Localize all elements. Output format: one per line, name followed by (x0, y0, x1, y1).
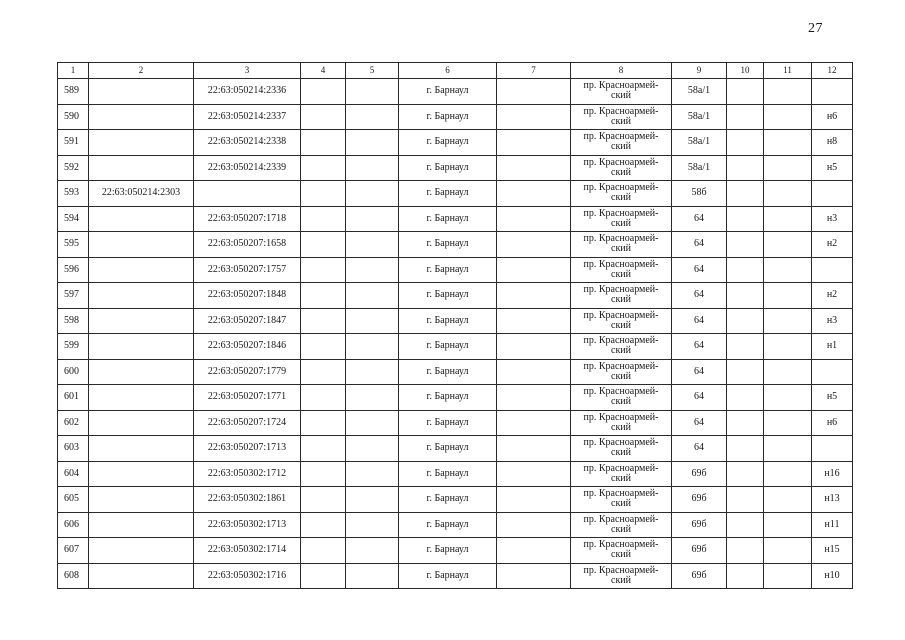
cell-col-1: 607 (58, 538, 89, 564)
cell-col-3: 22:63:050302:1861 (194, 487, 301, 513)
cell-col-2: 22:63:050214:2303 (89, 181, 194, 207)
table-row (58, 563, 853, 589)
cell-col-2 (89, 538, 194, 564)
column-header-12: 12 (812, 63, 853, 79)
cell-col-12: н3 (812, 308, 853, 334)
cell-col-1: 605 (58, 487, 89, 513)
cell-col-3: 22:63:050214:2339 (194, 155, 301, 181)
cell-col-5 (346, 538, 399, 564)
cell-col-6: г. Барнаул (399, 257, 497, 283)
cell-col-9: 58а/1 (672, 130, 727, 156)
cell-col-9: 58а/1 (672, 104, 727, 130)
cell-col-1: 606 (58, 512, 89, 538)
cell-col-11 (764, 385, 812, 411)
cell-col-9: 58а/1 (672, 79, 727, 105)
cell-col-12: н2 (812, 283, 853, 309)
cell-col-2 (89, 206, 194, 232)
cell-col-7 (497, 538, 571, 564)
cell-col-7 (497, 334, 571, 360)
cell-col-1: 595 (58, 232, 89, 258)
cell-col-5 (346, 257, 399, 283)
cell-col-1: 598 (58, 308, 89, 334)
cell-col-6: г. Барнаул (399, 410, 497, 436)
column-header-10: 10 (727, 63, 764, 79)
cell-col-9: 64 (672, 232, 727, 258)
cell-col-3: 22:63:050207:1713 (194, 436, 301, 462)
cell-col-8: пр. Красноармей- ский (571, 257, 672, 283)
cell-col-9: 64 (672, 359, 727, 385)
column-header-3: 3 (194, 63, 301, 79)
cell-col-9: 69б (672, 461, 727, 487)
cell-col-7 (497, 385, 571, 411)
cell-col-10 (727, 308, 764, 334)
cell-col-12 (812, 79, 853, 105)
table-row (58, 104, 853, 130)
cell-col-6: г. Барнаул (399, 308, 497, 334)
cell-col-3: 22:63:050207:1658 (194, 232, 301, 258)
cell-col-5 (346, 385, 399, 411)
cell-col-8: пр. Красноармей- ский (571, 283, 672, 309)
cell-col-2 (89, 155, 194, 181)
cell-col-7 (497, 512, 571, 538)
cell-col-8: пр. Красноармей- ский (571, 410, 672, 436)
cell-col-2 (89, 385, 194, 411)
cell-col-11 (764, 130, 812, 156)
table-row (58, 359, 853, 385)
cell-col-7 (497, 410, 571, 436)
header-row (58, 63, 853, 79)
cell-col-7 (497, 461, 571, 487)
cell-col-11 (764, 104, 812, 130)
cell-col-9: 64 (672, 436, 727, 462)
cell-col-6: г. Барнаул (399, 181, 497, 207)
cell-col-5 (346, 206, 399, 232)
cell-col-7 (497, 487, 571, 513)
cell-col-7 (497, 308, 571, 334)
cell-col-4 (301, 436, 346, 462)
cell-col-11 (764, 79, 812, 105)
cell-col-12: н8 (812, 130, 853, 156)
cell-col-10 (727, 563, 764, 589)
cell-col-10 (727, 232, 764, 258)
cell-col-5 (346, 104, 399, 130)
cell-col-1: 608 (58, 563, 89, 589)
table-row (58, 410, 853, 436)
cell-col-6: г. Барнаул (399, 104, 497, 130)
cell-col-2 (89, 308, 194, 334)
cell-col-5 (346, 79, 399, 105)
cell-col-12 (812, 359, 853, 385)
table-row (58, 385, 853, 411)
column-header-5: 5 (346, 63, 399, 79)
cell-col-1: 593 (58, 181, 89, 207)
cell-col-1: 594 (58, 206, 89, 232)
cell-col-10 (727, 512, 764, 538)
cell-col-2 (89, 232, 194, 258)
cell-col-2 (89, 334, 194, 360)
column-header-4: 4 (301, 63, 346, 79)
cell-col-8: пр. Красноармей- ский (571, 104, 672, 130)
cell-col-1: 602 (58, 410, 89, 436)
cell-col-5 (346, 283, 399, 309)
column-header-11: 11 (764, 63, 812, 79)
cell-col-10 (727, 206, 764, 232)
cell-col-8: пр. Красноармей- ский (571, 206, 672, 232)
cell-col-3: 22:63:050302:1713 (194, 512, 301, 538)
cell-col-10 (727, 104, 764, 130)
cell-col-11 (764, 512, 812, 538)
cell-col-9: 69б (672, 512, 727, 538)
cell-col-11 (764, 334, 812, 360)
cell-col-8: пр. Красноармей- ский (571, 487, 672, 513)
cell-col-2 (89, 79, 194, 105)
cell-col-3: 22:63:050207:1846 (194, 334, 301, 360)
cell-col-12: н2 (812, 232, 853, 258)
table-body (58, 79, 853, 589)
cell-col-4 (301, 385, 346, 411)
table-row (58, 538, 853, 564)
cell-col-11 (764, 410, 812, 436)
cell-col-11 (764, 308, 812, 334)
cell-col-9: 64 (672, 308, 727, 334)
cell-col-1: 597 (58, 283, 89, 309)
cell-col-9: 58а/1 (672, 155, 727, 181)
cell-col-6: г. Барнаул (399, 563, 497, 589)
cell-col-9: 64 (672, 410, 727, 436)
cell-col-2 (89, 130, 194, 156)
cell-col-3: 22:63:050214:2337 (194, 104, 301, 130)
cell-col-6: г. Барнаул (399, 155, 497, 181)
table-row (58, 130, 853, 156)
cell-col-1: 600 (58, 359, 89, 385)
cell-col-2 (89, 461, 194, 487)
cell-col-9: 64 (672, 283, 727, 309)
cell-col-12: н10 (812, 563, 853, 589)
table-row (58, 257, 853, 283)
cell-col-9: 64 (672, 385, 727, 411)
cell-col-10 (727, 181, 764, 207)
cell-col-5 (346, 436, 399, 462)
cell-col-8: пр. Красноармей- ский (571, 385, 672, 411)
cell-col-12: н15 (812, 538, 853, 564)
table-row (58, 436, 853, 462)
column-header-2: 2 (89, 63, 194, 79)
cell-col-7 (497, 232, 571, 258)
cell-col-4 (301, 461, 346, 487)
cell-col-5 (346, 512, 399, 538)
cell-col-4 (301, 283, 346, 309)
cell-col-6: г. Барнаул (399, 487, 497, 513)
cell-col-2 (89, 487, 194, 513)
cell-col-8: пр. Красноармей- ский (571, 308, 672, 334)
cell-col-10 (727, 538, 764, 564)
cell-col-1: 601 (58, 385, 89, 411)
cell-col-8: пр. Красноармей- ский (571, 232, 672, 258)
cell-col-3: 22:63:050207:1757 (194, 257, 301, 283)
cell-col-7 (497, 359, 571, 385)
cell-col-11 (764, 436, 812, 462)
cell-col-5 (346, 410, 399, 436)
table-row (58, 79, 853, 105)
cell-col-12 (812, 436, 853, 462)
cell-col-6: г. Барнаул (399, 130, 497, 156)
column-header-6: 6 (399, 63, 497, 79)
column-header-9: 9 (672, 63, 727, 79)
cell-col-11 (764, 232, 812, 258)
cell-col-3: 22:63:050302:1714 (194, 538, 301, 564)
table-header (58, 63, 853, 79)
cell-col-12 (812, 257, 853, 283)
cell-col-11 (764, 155, 812, 181)
cell-col-12: н1 (812, 334, 853, 360)
cell-col-10 (727, 385, 764, 411)
cell-col-6: г. Барнаул (399, 512, 497, 538)
registry-table (57, 62, 853, 589)
cell-col-8: пр. Красноармей- ский (571, 359, 672, 385)
cell-col-4 (301, 104, 346, 130)
cell-col-1: 604 (58, 461, 89, 487)
cell-col-5 (346, 563, 399, 589)
cell-col-11 (764, 283, 812, 309)
cell-col-10 (727, 487, 764, 513)
table-row (58, 232, 853, 258)
cell-col-5 (346, 487, 399, 513)
cell-col-5 (346, 130, 399, 156)
cell-col-9: 64 (672, 206, 727, 232)
table-row (58, 461, 853, 487)
cell-col-10 (727, 436, 764, 462)
cell-col-12: н3 (812, 206, 853, 232)
cell-col-3 (194, 181, 301, 207)
cell-col-3: 22:63:050207:1718 (194, 206, 301, 232)
column-header-8: 8 (571, 63, 672, 79)
cell-col-10 (727, 410, 764, 436)
cell-col-3: 22:63:050302:1712 (194, 461, 301, 487)
cell-col-4 (301, 487, 346, 513)
cell-col-1: 591 (58, 130, 89, 156)
cell-col-11 (764, 181, 812, 207)
cell-col-3: 22:63:050214:2338 (194, 130, 301, 156)
cell-col-2 (89, 436, 194, 462)
cell-col-2 (89, 257, 194, 283)
cell-col-5 (346, 232, 399, 258)
cell-col-4 (301, 563, 346, 589)
cell-col-6: г. Барнаул (399, 79, 497, 105)
cell-col-12: н6 (812, 410, 853, 436)
column-header-7: 7 (497, 63, 571, 79)
cell-col-11 (764, 461, 812, 487)
cell-col-10 (727, 283, 764, 309)
cell-col-6: г. Барнаул (399, 334, 497, 360)
cell-col-8: пр. Красноармей- ский (571, 563, 672, 589)
cell-col-7 (497, 181, 571, 207)
cell-col-7 (497, 257, 571, 283)
cell-col-6: г. Барнаул (399, 206, 497, 232)
cell-col-4 (301, 334, 346, 360)
cell-col-6: г. Барнаул (399, 538, 497, 564)
cell-col-7 (497, 79, 571, 105)
cell-col-9: 64 (672, 334, 727, 360)
cell-col-3: 22:63:050207:1771 (194, 385, 301, 411)
cell-col-8: пр. Красноармей- ский (571, 461, 672, 487)
cell-col-8: пр. Красноармей- ский (571, 155, 672, 181)
cell-col-1: 599 (58, 334, 89, 360)
cell-col-6: г. Барнаул (399, 359, 497, 385)
cell-col-3: 22:63:050302:1716 (194, 563, 301, 589)
table-row (58, 181, 853, 207)
cell-col-2 (89, 104, 194, 130)
cell-col-8: пр. Красноармей- ский (571, 130, 672, 156)
cell-col-2 (89, 563, 194, 589)
cell-col-4 (301, 155, 346, 181)
cell-col-2 (89, 283, 194, 309)
cell-col-2 (89, 359, 194, 385)
cell-col-11 (764, 487, 812, 513)
cell-col-1: 603 (58, 436, 89, 462)
cell-col-11 (764, 206, 812, 232)
cell-col-6: г. Барнаул (399, 232, 497, 258)
cell-col-11 (764, 538, 812, 564)
cell-col-10 (727, 461, 764, 487)
cell-col-4 (301, 308, 346, 334)
table-row (58, 487, 853, 513)
cell-col-10 (727, 334, 764, 360)
cell-col-7 (497, 436, 571, 462)
cell-col-2 (89, 410, 194, 436)
cell-col-4 (301, 232, 346, 258)
cell-col-11 (764, 359, 812, 385)
cell-col-5 (346, 155, 399, 181)
cell-col-7 (497, 104, 571, 130)
cell-col-4 (301, 79, 346, 105)
page-number: 27 (808, 21, 823, 36)
cell-col-5 (346, 461, 399, 487)
cell-col-6: г. Барнаул (399, 385, 497, 411)
cell-col-6: г. Барнаул (399, 283, 497, 309)
cell-col-1: 596 (58, 257, 89, 283)
cell-col-6: г. Барнаул (399, 461, 497, 487)
cell-col-10 (727, 155, 764, 181)
cell-col-4 (301, 512, 346, 538)
cell-col-10 (727, 257, 764, 283)
cell-col-5 (346, 308, 399, 334)
cell-col-12 (812, 181, 853, 207)
cell-col-9: 64 (672, 257, 727, 283)
cell-col-10 (727, 79, 764, 105)
cell-col-4 (301, 538, 346, 564)
cell-col-8: пр. Красноармей- ский (571, 538, 672, 564)
cell-col-7 (497, 283, 571, 309)
cell-col-4 (301, 130, 346, 156)
cell-col-1: 590 (58, 104, 89, 130)
cell-col-8: пр. Красноармей- ский (571, 436, 672, 462)
cell-col-8: пр. Красноармей- ский (571, 79, 672, 105)
cell-col-3: 22:63:050207:1724 (194, 410, 301, 436)
cell-col-3: 22:63:050207:1779 (194, 359, 301, 385)
cell-col-3: 22:63:050214:2336 (194, 79, 301, 105)
cell-col-7 (497, 130, 571, 156)
cell-col-10 (727, 359, 764, 385)
cell-col-12: н5 (812, 155, 853, 181)
cell-col-5 (346, 359, 399, 385)
cell-col-7 (497, 206, 571, 232)
cell-col-12: н11 (812, 512, 853, 538)
cell-col-9: 69б (672, 563, 727, 589)
column-header-1: 1 (58, 63, 89, 79)
table-row (58, 155, 853, 181)
cell-col-8: пр. Красноармей- ский (571, 181, 672, 207)
cell-col-8: пр. Красноармей- ский (571, 512, 672, 538)
cell-col-4 (301, 257, 346, 283)
cell-col-12: н13 (812, 487, 853, 513)
cell-col-12: н5 (812, 385, 853, 411)
cell-col-1: 589 (58, 79, 89, 105)
cell-col-9: 58б (672, 181, 727, 207)
cell-col-6: г. Барнаул (399, 436, 497, 462)
table-row (58, 283, 853, 309)
table-row (58, 334, 853, 360)
table-row (58, 512, 853, 538)
cell-col-9: 69б (672, 487, 727, 513)
cell-col-4 (301, 359, 346, 385)
cell-col-2 (89, 512, 194, 538)
cell-col-4 (301, 206, 346, 232)
cell-col-12: н16 (812, 461, 853, 487)
cell-col-7 (497, 563, 571, 589)
cell-col-12: н6 (812, 104, 853, 130)
cell-col-4 (301, 181, 346, 207)
cell-col-7 (497, 155, 571, 181)
cell-col-10 (727, 130, 764, 156)
table-row (58, 206, 853, 232)
cell-col-1: 592 (58, 155, 89, 181)
cell-col-5 (346, 181, 399, 207)
cell-col-11 (764, 257, 812, 283)
table-row (58, 308, 853, 334)
cell-col-11 (764, 563, 812, 589)
cell-col-9: 69б (672, 538, 727, 564)
cell-col-5 (346, 334, 399, 360)
cell-col-3: 22:63:050207:1847 (194, 308, 301, 334)
cell-col-8: пр. Красноармей- ский (571, 334, 672, 360)
cell-col-4 (301, 410, 346, 436)
cell-col-3: 22:63:050207:1848 (194, 283, 301, 309)
